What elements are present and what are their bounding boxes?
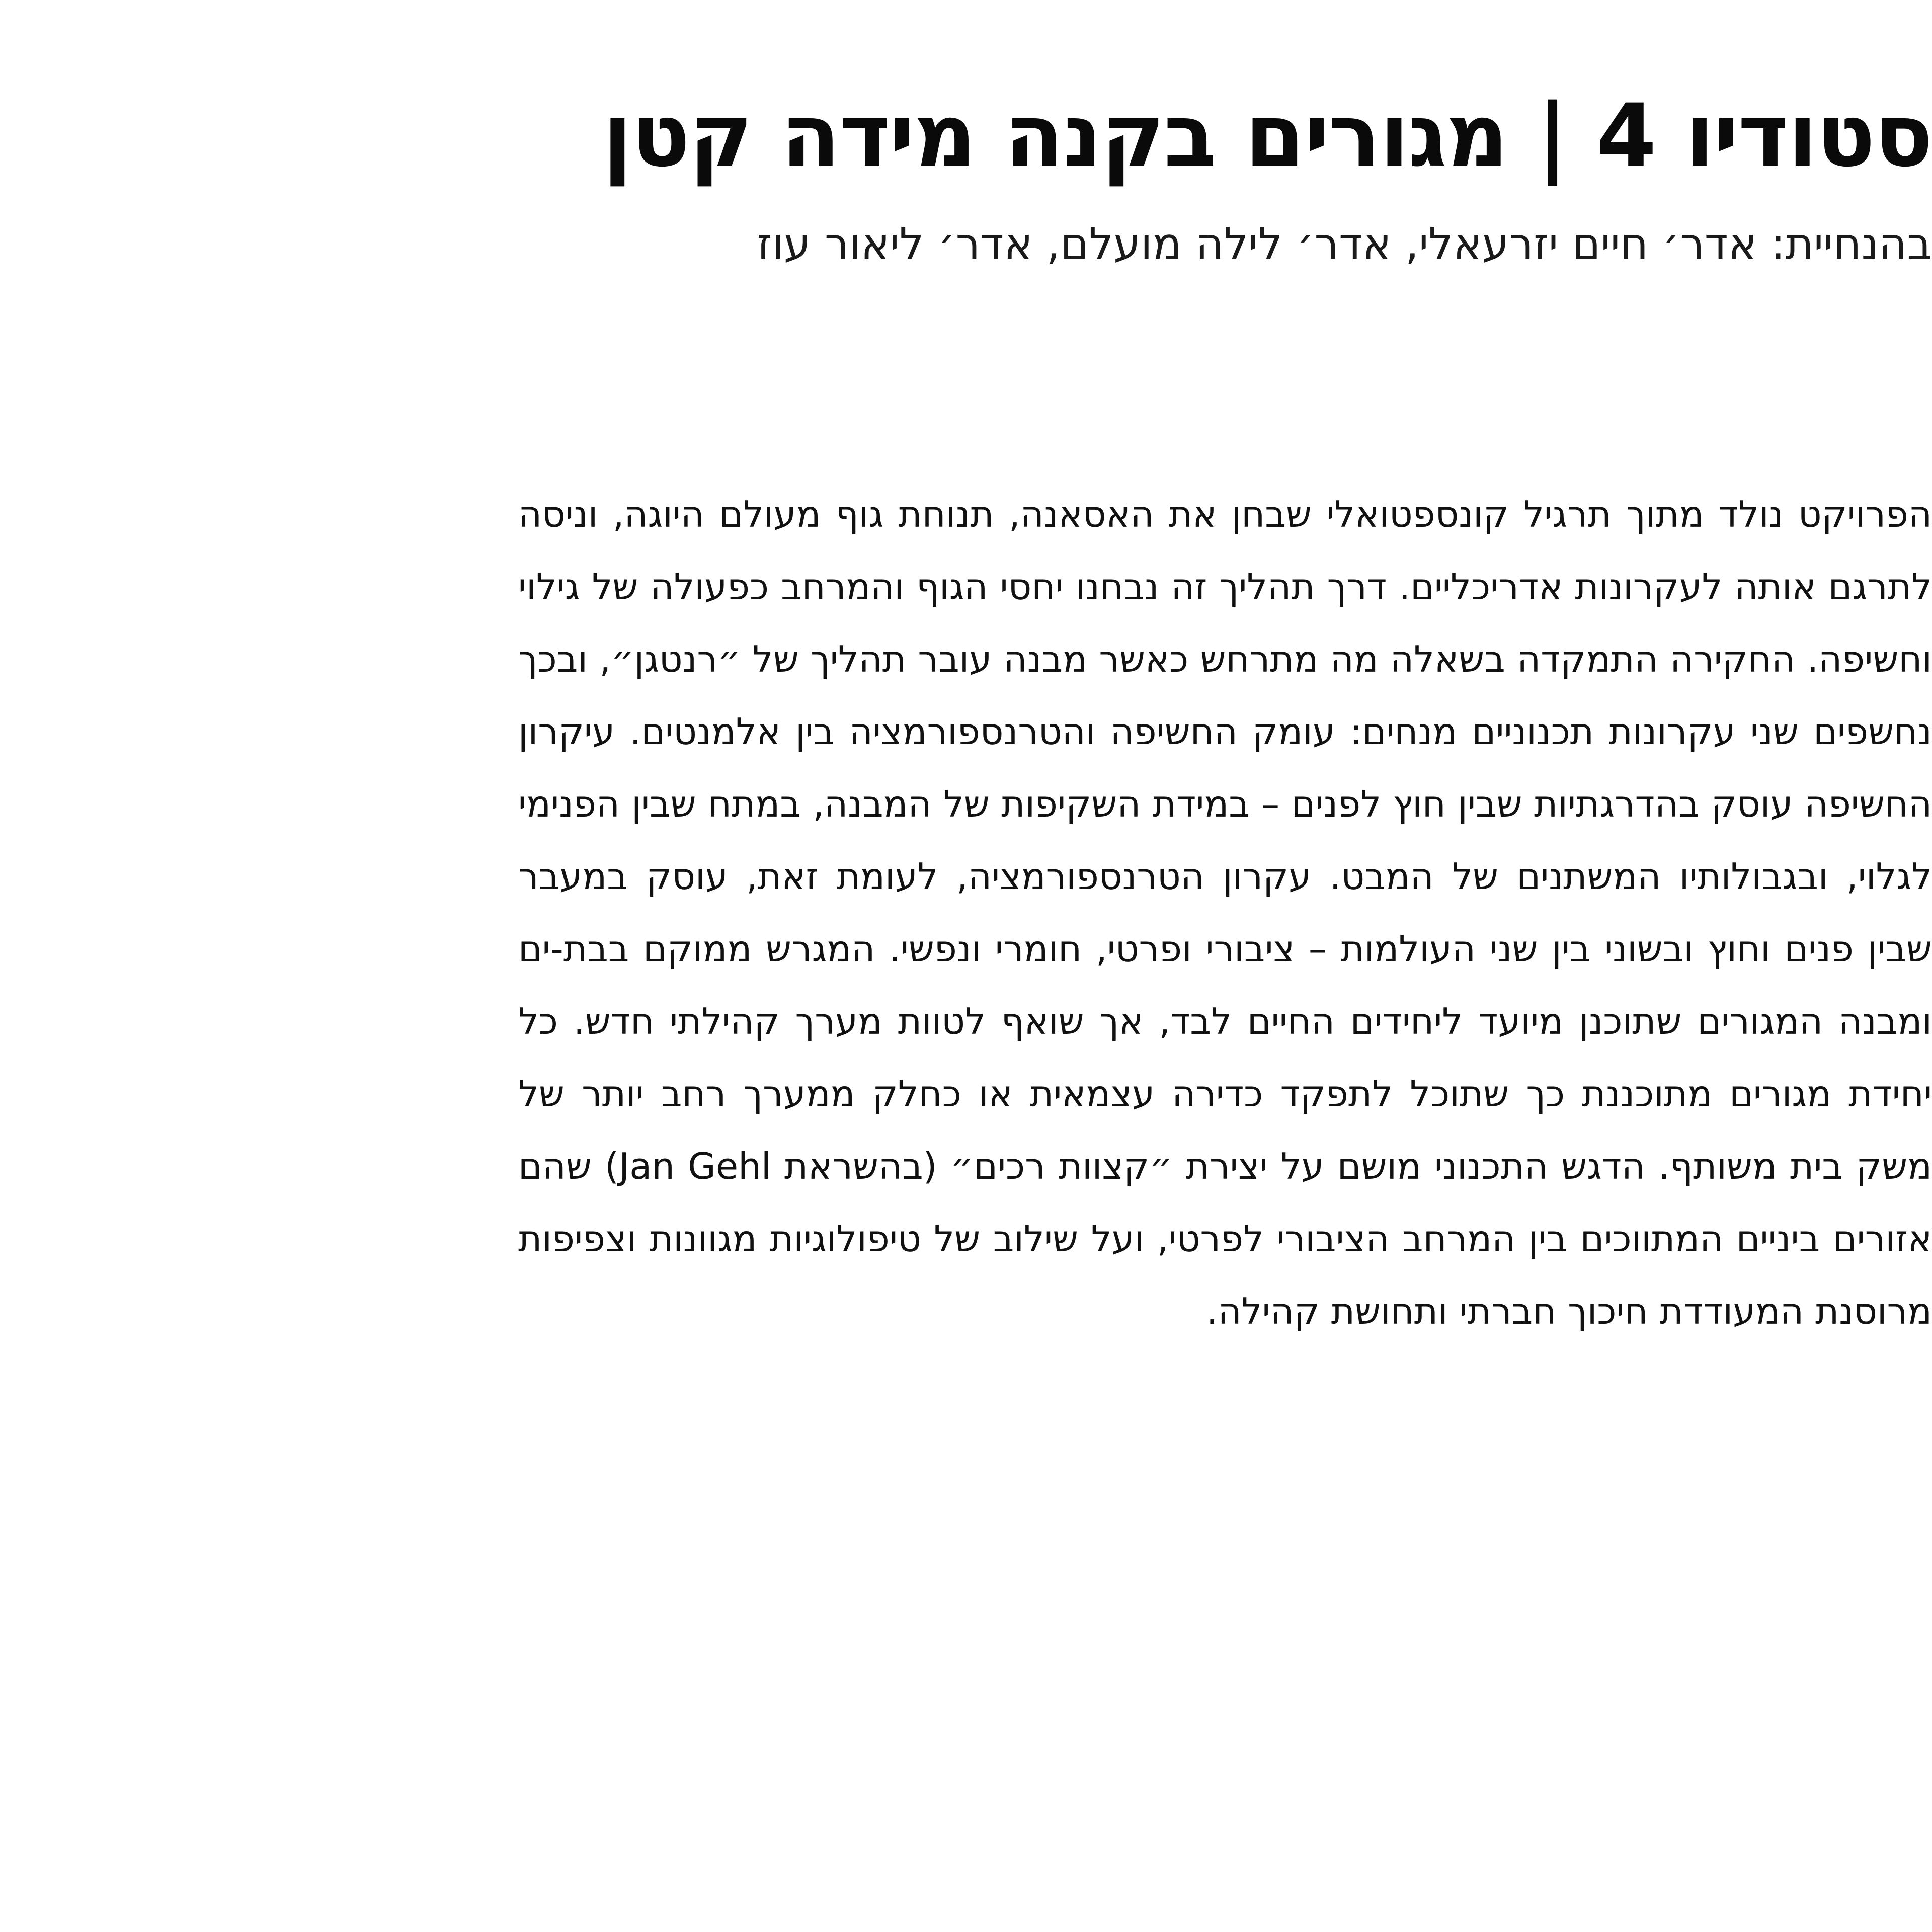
project-description: הפרויקט נולד מתוך תרגיל קונספטואלי שבחן את האסאנה, תנוחת גוף מעולם היוגה, וניסה לתרגם אותה לעקרונות אדריכליים. דרך תהליך זה נבחנו יחסי הגוף והמרחב כפעולה של גילוי וחשיפה. החקירה התמקדה בשאלה מה מתרחש כאשר מבנה עובר תהליך של ״רנטגן״, ובכך נחשפים שני עקרונות תכנוניים מנחים: עומק החשיפה והטרנספורמציה בין אלמנטים. עיקרון החשיפה עוסק בהדרגתיות שבין חוץ לפנים – במידת השקיפות של המבנה, במתח שבין הפנימי לגלוי, ובגבולותיו המשתנים של המבט. עקרון הטרנספורמציה, לעומת זאת, עוסק במעבר שבין פנים וחוץ ובשוני בין שני העולמות – ציבורי ופרטי, חומרי ונפשי. המגרש ממוקם בבת-ים ומבנה המגורים שתוכנן מיועד ליחידים החיים לבד, אך שואף לטוות מערך קהילתי חדש. כל יחידת מגורים מתוכננת כך שתוכל לתפקד כדירה עצמאית או כחלק ממערך רחב יותר של משק בית משותף. הדגש התכנוני מושם על יצירת ״קצוות רכים״ (בהשראת Jan Gehl) שהם אזורים ביניים המתווכים בין המרחב הציבורי לפרטי, ועל שילוב של טיפולוגיות מגוונות וצפיפות מרוסנת המעודדת חיכוך חברתי ותחושת קהילה. — [518, 493, 1932, 1332]
supervisors-line: בהנחיית: אדר׳ חיים יזרעאלי, אדר׳ לילה מועלם, אדר׳ ליאור עוז — [757, 219, 1932, 269]
page-title: סטודיו 4 | מגורים בקנה מידה קטן — [602, 85, 1932, 186]
